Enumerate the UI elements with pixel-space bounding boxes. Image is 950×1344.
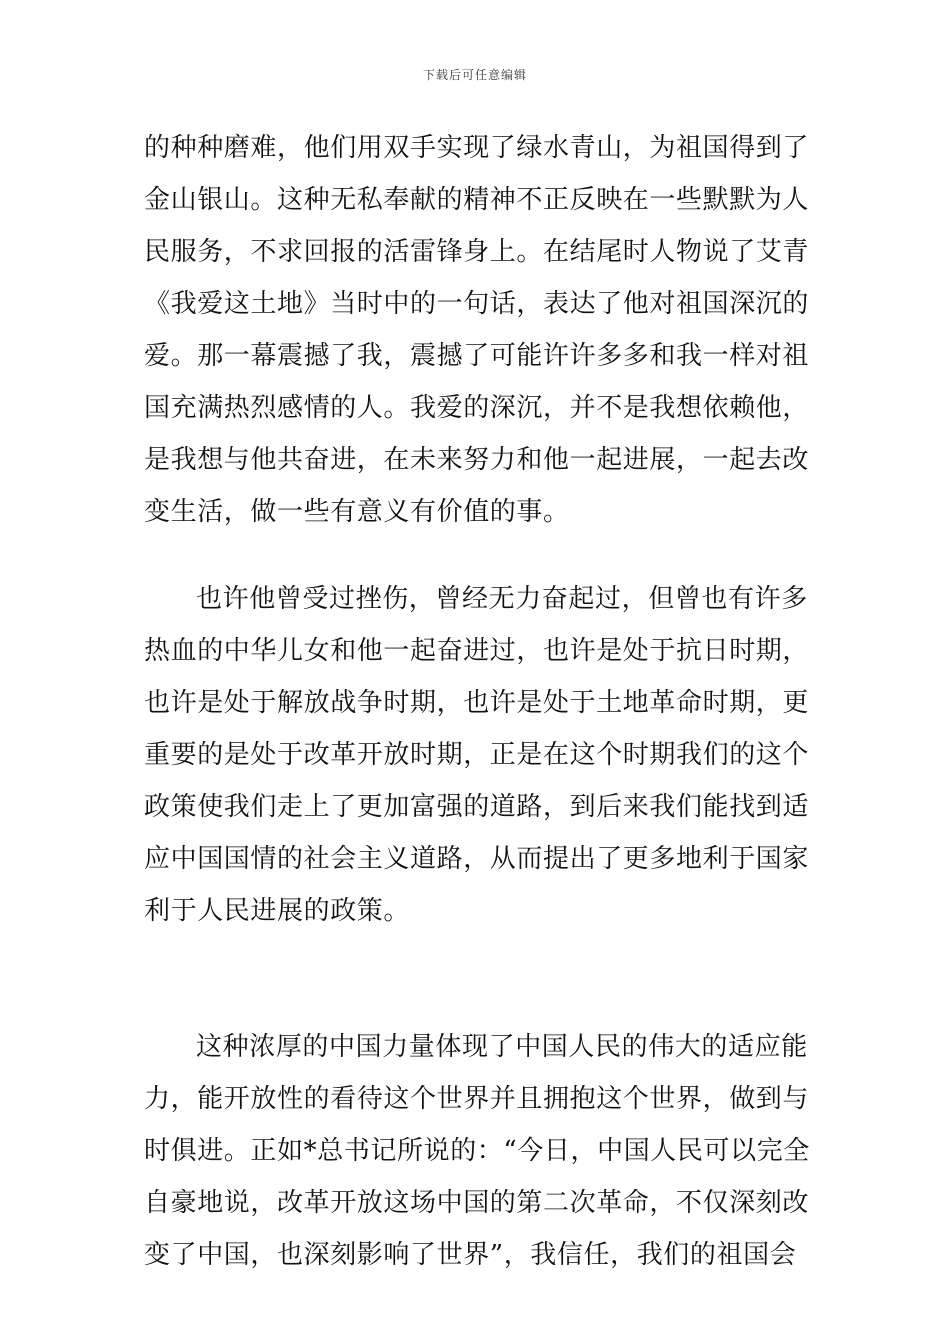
text-line: 这种浓厚的中国力量体现了中国人民的伟大的适应能: [196, 1032, 808, 1062]
text-line: 应中国国情的社会主义道路，从而提出了更多地利于国家: [144, 844, 810, 874]
text-line: 政策使我们走上了更加富强的道路，到后来我们能找到适: [144, 792, 810, 822]
text-line: 国充满热烈感情的人。我爱的深沉，并不是我想依赖他，: [144, 393, 810, 423]
text-line: 利于人民进展的政策。: [144, 896, 411, 926]
text-line: 热血的中华儿女和他一起奋进过，也许是处于抗日时期，: [144, 636, 810, 666]
text-line: 变了中国，也深刻影响了世界”，我信任，我们的祖国会: [144, 1240, 797, 1270]
text-line: 也许是处于解放战争时期，也许是处于土地革命时期，更: [144, 688, 810, 718]
text-line: 重要的是处于改革开放时期，正是在这个时期我们的这个: [144, 740, 810, 770]
text-line: 《我爱这土地》当时中的一句话，表达了他对祖国深沉的: [144, 289, 810, 319]
paragraph-1: [144, 122, 814, 538]
page-header: 下载后可任意编辑: [422, 68, 527, 82]
text-line: 民服务，不求回报的活雷锋身上。在结尾时人物说了艾青: [144, 237, 810, 267]
text-line: 也许他曾受过挫伤，曾经无力奋起过，但曾也有许多: [196, 584, 808, 614]
text-line: 变生活，做一些有意义有价值的事。: [144, 497, 570, 527]
text-line: 时俱进。正如*总书记所说的：“今日，中国人民可以完全: [144, 1136, 810, 1166]
text-line: 是我想与他共奋进，在未来努力和他一起进展，一起去改: [144, 445, 810, 475]
text-line: 力，能开放性的看待这个世界并且拥抱这个世界，做到与: [144, 1084, 810, 1114]
text-line: 金山银山。这种无私奉献的精神不正反映在一些默默为人: [144, 185, 810, 215]
text-line: 自豪地说，改革开放这场中国的第二次革命，不仅深刻改: [144, 1188, 810, 1218]
text-line: 爱。那一幕震撼了我，震撼了可能许许多多和我一样对祖: [144, 341, 810, 371]
text-line: 的种种磨难，他们用双手实现了绿水青山，为祖国得到了: [144, 133, 810, 163]
paragraph-2: [144, 573, 814, 937]
paragraph-3: [144, 1021, 814, 1281]
